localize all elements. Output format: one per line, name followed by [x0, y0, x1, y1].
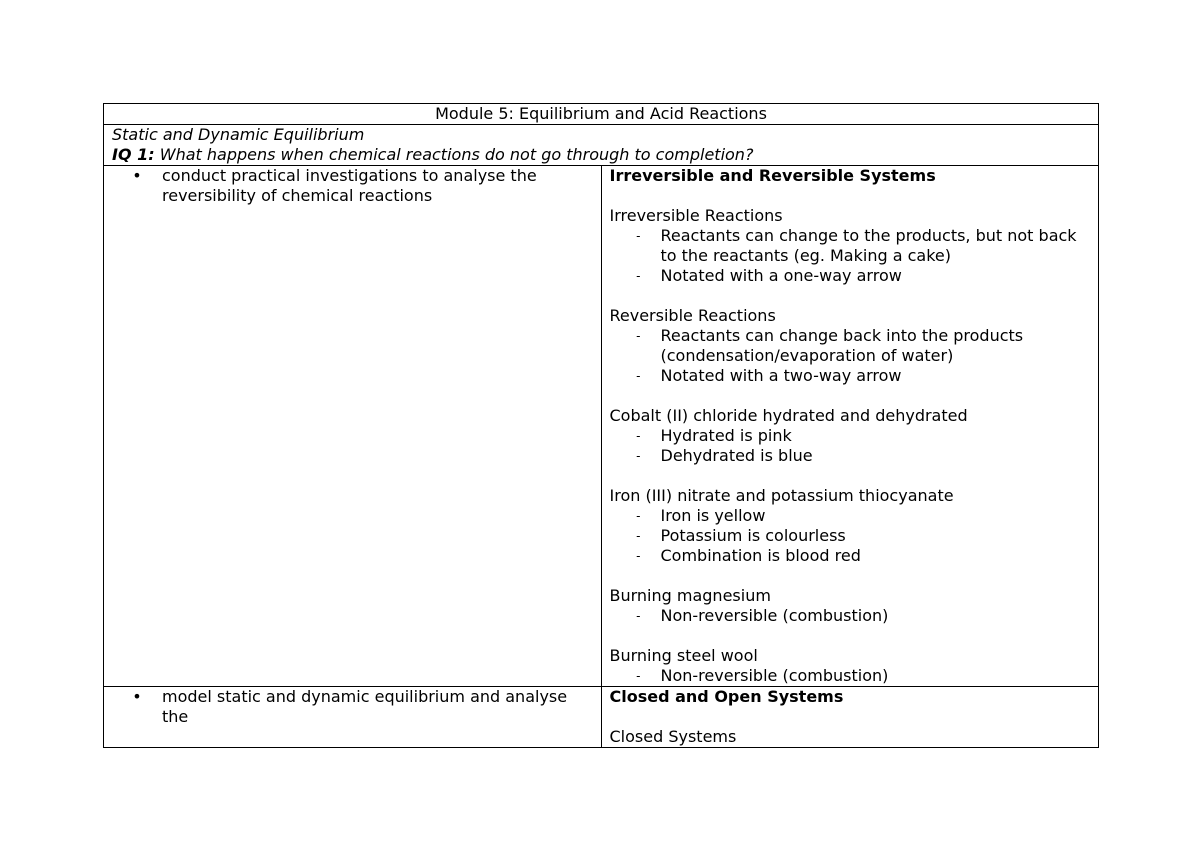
spacer	[610, 626, 1091, 646]
dash-icon: -	[636, 609, 641, 623]
dash-list	[610, 506, 1091, 566]
dash-icon: -	[636, 449, 641, 463]
list-item-text: Combination is blood red	[660, 546, 861, 565]
group-title: Cobalt (II) chloride hydrated and dehydrated	[609, 406, 968, 425]
list-item-text: Non-reversible (combustion)	[660, 606, 889, 625]
notes-cell-1	[601, 166, 1099, 687]
inquiry-row	[104, 125, 1099, 166]
dash-list	[610, 426, 1091, 466]
list-item	[610, 326, 1091, 366]
dash-icon: -	[636, 229, 641, 243]
content-row-2	[104, 687, 1099, 748]
list-item	[610, 366, 1091, 386]
group-title: Reversible Reactions	[609, 306, 776, 325]
list-item	[610, 666, 1091, 686]
list-item-text: Iron is yellow	[660, 506, 766, 525]
list-item-text: Hydrated is pink	[660, 426, 792, 445]
module-title: Module 5: Equilibrium and Acid Reactions	[104, 104, 1099, 125]
title-row	[104, 104, 1099, 125]
dash-list	[610, 326, 1091, 386]
dash-icon: -	[636, 329, 641, 343]
content-row-1	[104, 166, 1099, 687]
list-item-text: Notated with a one-way arrow	[660, 266, 902, 285]
list-item	[610, 446, 1091, 466]
list-item	[610, 266, 1091, 286]
list-item-text: Dehydrated is blue	[660, 446, 813, 465]
dash-list	[610, 666, 1091, 686]
dash-icon: -	[636, 669, 641, 683]
dash-list	[610, 606, 1091, 626]
spacer	[610, 707, 1091, 727]
list-item-text: Non-reversible (combustion)	[660, 666, 889, 685]
list-item	[610, 426, 1091, 446]
bullet-icon: •	[132, 166, 142, 185]
inquiry-label: IQ 1:	[112, 145, 155, 164]
group-title: Closed Systems	[609, 727, 737, 746]
group-title: Irreversible Reactions	[609, 206, 783, 225]
list-item-text: Notated with a two-way arrow	[660, 366, 902, 385]
outcome-cell-1	[104, 166, 602, 687]
section-heading: Closed and Open Systems	[609, 687, 844, 706]
dash-icon: -	[636, 529, 641, 543]
list-item-text: Reactants can change to the products, but not back to the reactants (eg. Making a cake)	[660, 226, 1077, 265]
spacer	[610, 386, 1091, 406]
list-item	[610, 526, 1091, 546]
list-item-text: Reactants can change back into the products (condensation/evaporation of water)	[660, 326, 1024, 365]
inquiry-cell	[104, 125, 1099, 166]
group-title: Burning magnesium	[609, 586, 771, 605]
spacer	[610, 286, 1091, 306]
group-title: Iron (III) nitrate and potassium thiocyanate	[609, 486, 954, 505]
spacer	[610, 466, 1091, 486]
list-item	[610, 606, 1091, 626]
dash-icon: -	[636, 369, 641, 383]
syllabus-table	[103, 103, 1099, 748]
list-item	[610, 226, 1091, 266]
dash-icon: -	[636, 269, 641, 283]
outcome-text: conduct practical investigations to analyse the reversibility of chemical reactions	[162, 166, 537, 205]
inquiry-question-line	[112, 145, 1090, 165]
group-title: Burning steel wool	[609, 646, 758, 665]
dash-icon: -	[636, 549, 641, 563]
outcome-bullet	[112, 687, 593, 727]
section-heading: Irreversible and Reversible Systems	[609, 166, 936, 185]
spacer	[610, 566, 1091, 586]
dash-icon: -	[636, 429, 641, 443]
inquiry-question: What happens when chemical reactions do not go through to completion?	[159, 145, 754, 164]
section-subtitle: Static and Dynamic Equilibrium	[112, 125, 365, 144]
outcome-text: model static and dynamic equilibrium and analyse the	[162, 687, 568, 726]
dash-list	[610, 226, 1091, 286]
outcome-bullet	[112, 166, 593, 206]
notes-cell-2	[601, 687, 1099, 748]
list-item	[610, 546, 1091, 566]
list-item-text: Potassium is colourless	[660, 526, 846, 545]
bullet-icon: •	[132, 687, 142, 706]
list-item	[610, 506, 1091, 526]
spacer	[610, 186, 1091, 206]
outcome-cell-2	[104, 687, 602, 748]
dash-icon: -	[636, 509, 641, 523]
